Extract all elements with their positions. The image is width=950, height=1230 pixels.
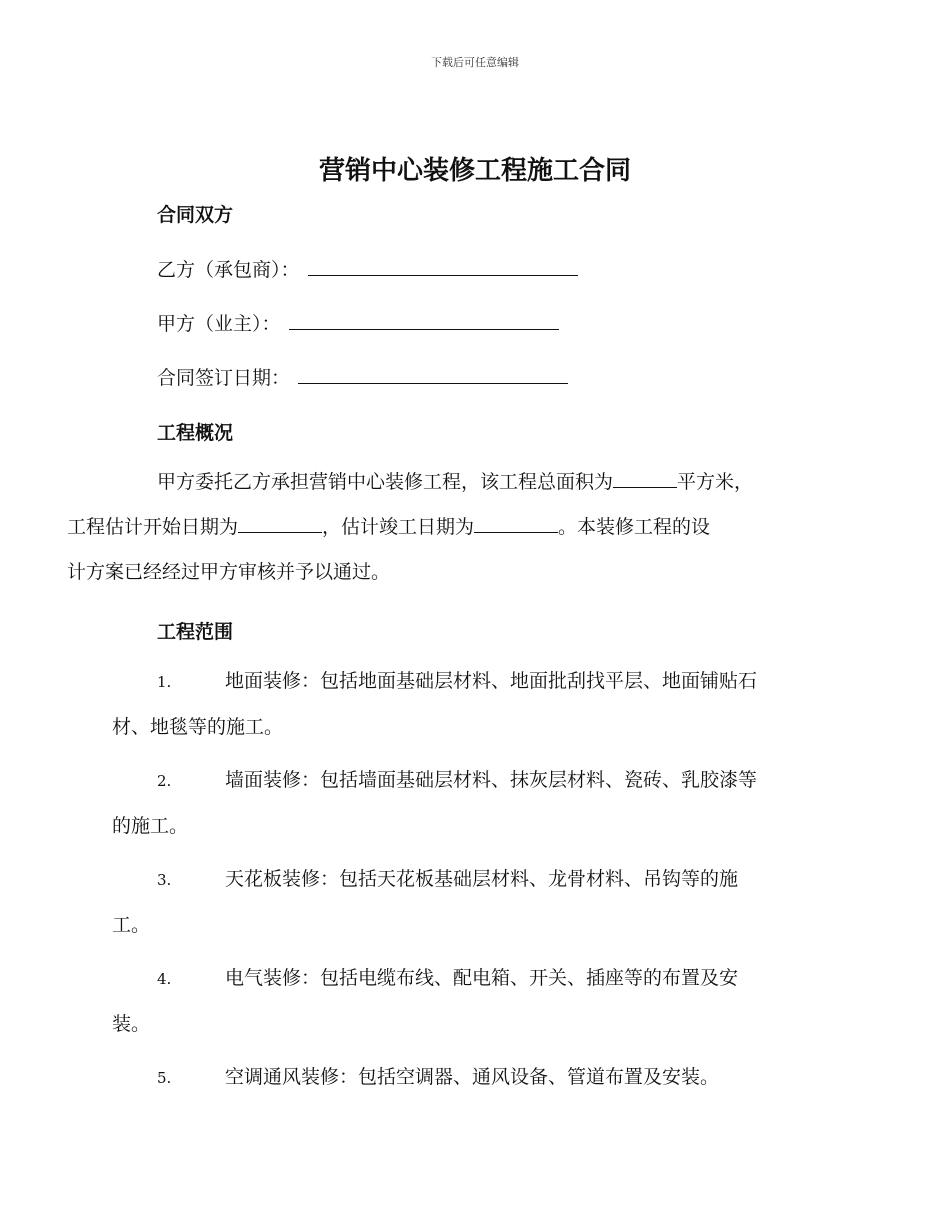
scope-item-text: 天花板装修：包括天花板基础层材料、龙骨材料、吊钩等的施 xyxy=(225,868,739,890)
overview-heading: 工程概况 xyxy=(157,422,234,444)
scope-item xyxy=(112,758,834,849)
scope-item-number: 4. xyxy=(157,970,172,988)
overview-text-2: 平方米， xyxy=(677,471,754,493)
owner-label: 甲方（业主）： xyxy=(157,313,281,335)
contractor-label: 乙方（承包商）： xyxy=(157,259,300,281)
scope-item-number: 5. xyxy=(157,1069,172,1087)
owner-field xyxy=(157,309,559,336)
scope-item-text: 空调通风装修：包括空调器、通风设备、管道布置及安装。 xyxy=(225,1066,720,1088)
parties-heading: 合同双方 xyxy=(157,204,234,226)
end-date-blank xyxy=(474,514,558,533)
date-blank xyxy=(298,382,568,384)
scope-item-number: 2. xyxy=(157,772,172,790)
date-label: 合同签订日期： xyxy=(157,367,291,389)
contractor-blank xyxy=(308,274,578,276)
start-date-blank xyxy=(238,514,322,533)
scope-item-number: 3. xyxy=(157,871,172,889)
scope-item xyxy=(112,956,834,1047)
scope-item-text: 地面装修：包括地面基础层材料、地面批刮找平层、地面铺贴石 xyxy=(225,670,758,692)
scope-item xyxy=(112,857,834,948)
scope-item-text-cont: 工。 xyxy=(112,914,151,936)
overview-paragraph xyxy=(67,460,834,595)
overview-text-6: 计方案已经经过甲方审核并予以通过。 xyxy=(67,561,391,583)
scope-item-text: 墙面装修：包括墙面基础层材料、抹灰层材料、瓷砖、乳胶漆等 xyxy=(225,769,758,791)
scope-item-text-cont: 的施工。 xyxy=(112,815,189,837)
scope-item-text: 电气装修：包括电缆布线、配电箱、开关、插座等的布置及安 xyxy=(225,967,739,989)
contractor-field xyxy=(157,255,578,282)
overview-text-5: 。本装修工程的设 xyxy=(558,516,711,538)
overview-text-4: ，估计竣工日期为 xyxy=(322,516,475,538)
scope-item-text-cont: 材、地毯等的施工。 xyxy=(112,716,284,738)
scope-item xyxy=(112,659,834,750)
owner-blank xyxy=(289,328,559,330)
scope-item-text-cont: 装。 xyxy=(112,1013,151,1035)
document-title: 营销中心装修工程施工合同 xyxy=(318,156,631,186)
scope-item xyxy=(112,1055,834,1101)
scope-item-number: 1. xyxy=(157,673,172,691)
page-header-note: 下载后可任意编辑 xyxy=(431,56,519,69)
overview-text-1: 甲方委托乙方承担营销中心装修工程，该工程总面积为 xyxy=(157,471,614,493)
area-blank xyxy=(613,469,677,488)
scope-heading: 工程范围 xyxy=(157,621,234,643)
date-field xyxy=(157,363,568,390)
overview-text-3: 工程估计开始日期为 xyxy=(67,516,239,538)
